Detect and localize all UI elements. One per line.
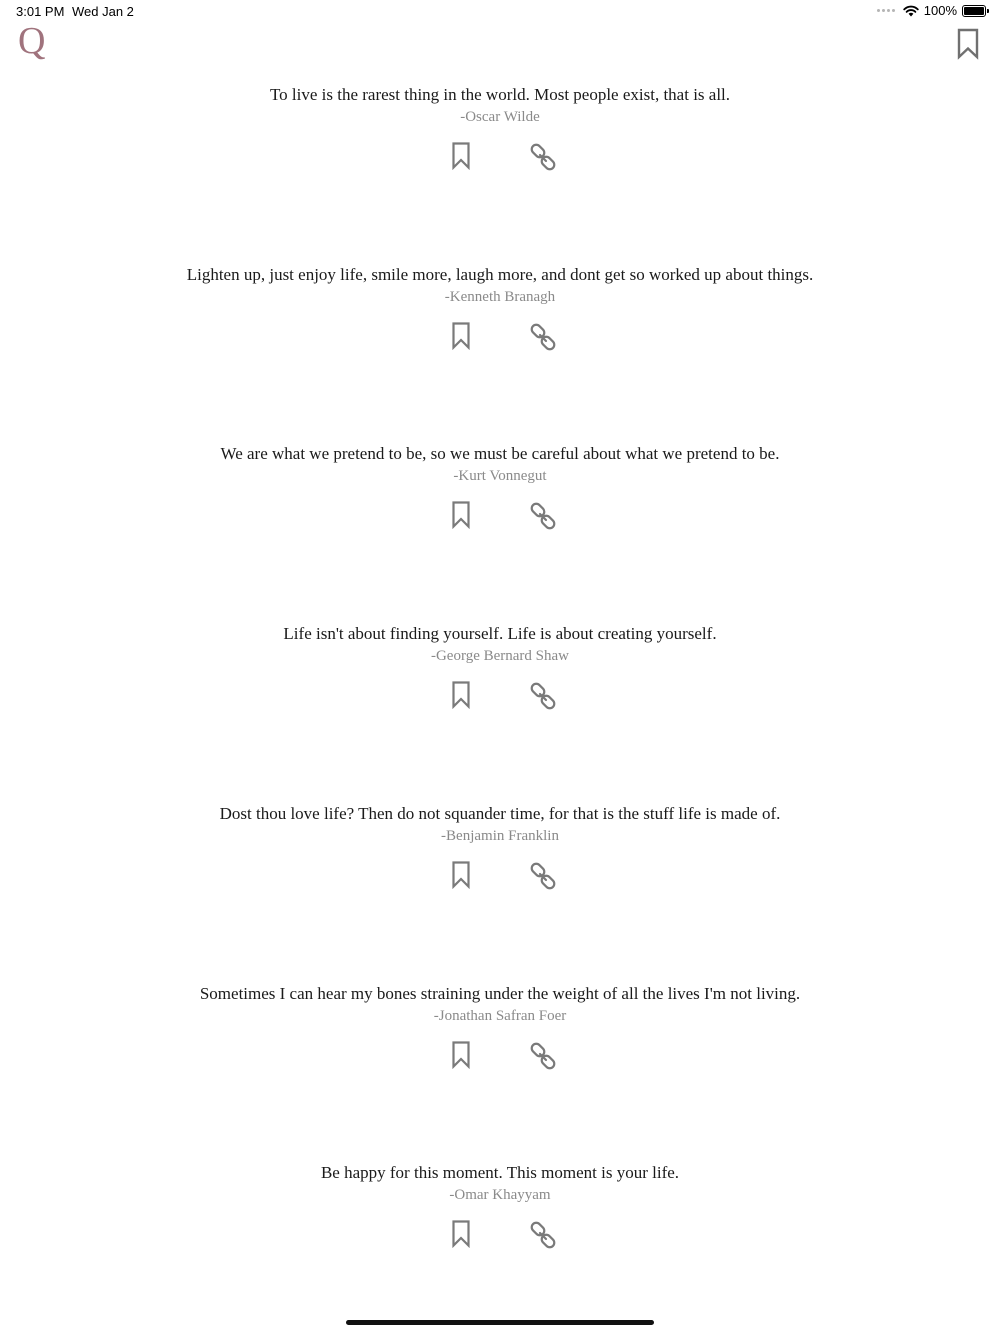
- status-time: 3:01 PM: [16, 4, 65, 19]
- quote-author: -Benjamin Franklin: [441, 828, 559, 844]
- status-bar: [0, 0, 1000, 24]
- app-logo: Q: [18, 20, 46, 62]
- quote-actions: [0, 142, 1000, 176]
- quote-author: -George Bernard Shaw: [430, 648, 569, 664]
- quote-text: We are what we pretend to be, so we must be careful about what we pretend to be.: [220, 444, 780, 463]
- quote-author: -Omar Khayyam: [449, 1187, 551, 1203]
- quote-actions: [0, 681, 1000, 715]
- quote-text: To live is the rarest thing in the world. Most people exist, that is all.: [269, 85, 731, 104]
- bookmark-icon[interactable]: [451, 322, 471, 350]
- quote-actions: [0, 861, 1000, 895]
- link-icon[interactable]: [528, 322, 558, 352]
- quote-item-3: [0, 443, 1000, 535]
- link-icon[interactable]: [528, 681, 558, 711]
- cellular-signal-icon: [877, 9, 895, 12]
- quote-author: -Kenneth Branagh: [444, 289, 556, 305]
- link-icon[interactable]: [528, 861, 558, 891]
- status-date: Wed Jan 2: [72, 4, 134, 19]
- quote-item-4: [0, 623, 1000, 715]
- saved-quotes-bookmark-icon[interactable]: [956, 28, 980, 60]
- link-icon[interactable]: [528, 501, 558, 531]
- quote-author: -Kurt Vonnegut: [453, 468, 547, 484]
- link-icon[interactable]: [528, 1041, 558, 1071]
- quote-text: Be happy for this moment. This moment is your life.: [320, 1163, 680, 1182]
- battery-percent: 100%: [923, 3, 957, 18]
- bookmark-icon[interactable]: [451, 1041, 471, 1069]
- quote-text: Life isn't about finding yourself. Life is about creating yourself.: [283, 624, 717, 643]
- quote-item-5: [0, 803, 1000, 895]
- quote-item-6: [0, 983, 1000, 1075]
- wifi-icon: [903, 5, 919, 17]
- bookmark-icon[interactable]: [451, 1220, 471, 1248]
- link-icon[interactable]: [528, 1220, 558, 1250]
- quote-item-7: [0, 1162, 1000, 1254]
- status-indicators: [877, 3, 986, 18]
- quote-author: -Oscar Wilde: [460, 109, 540, 125]
- quote-item-2: [0, 264, 1000, 356]
- quote-item-1: [0, 84, 1000, 176]
- bookmark-icon[interactable]: [451, 501, 471, 529]
- battery-icon: [962, 5, 986, 17]
- quote-author: -Jonathan Safran Foer: [433, 1008, 567, 1024]
- quote-actions: [0, 501, 1000, 535]
- bookmark-icon[interactable]: [451, 142, 471, 170]
- quote-actions: [0, 1220, 1000, 1254]
- link-icon[interactable]: [528, 142, 558, 172]
- bookmark-icon[interactable]: [451, 861, 471, 889]
- quote-actions: [0, 322, 1000, 356]
- bookmark-icon[interactable]: [451, 681, 471, 709]
- home-indicator[interactable]: [346, 1320, 654, 1325]
- quote-text: Sometimes I can hear my bones straining under the weight of all the lives I'm not living.: [199, 984, 801, 1003]
- quote-actions: [0, 1041, 1000, 1075]
- quote-text: Dost thou love life? Then do not squander time, for that is the stuff life is made of.: [219, 804, 781, 823]
- quote-text: Lighten up, just enjoy life, smile more, laugh more, and dont get so worked up about things.: [186, 265, 814, 284]
